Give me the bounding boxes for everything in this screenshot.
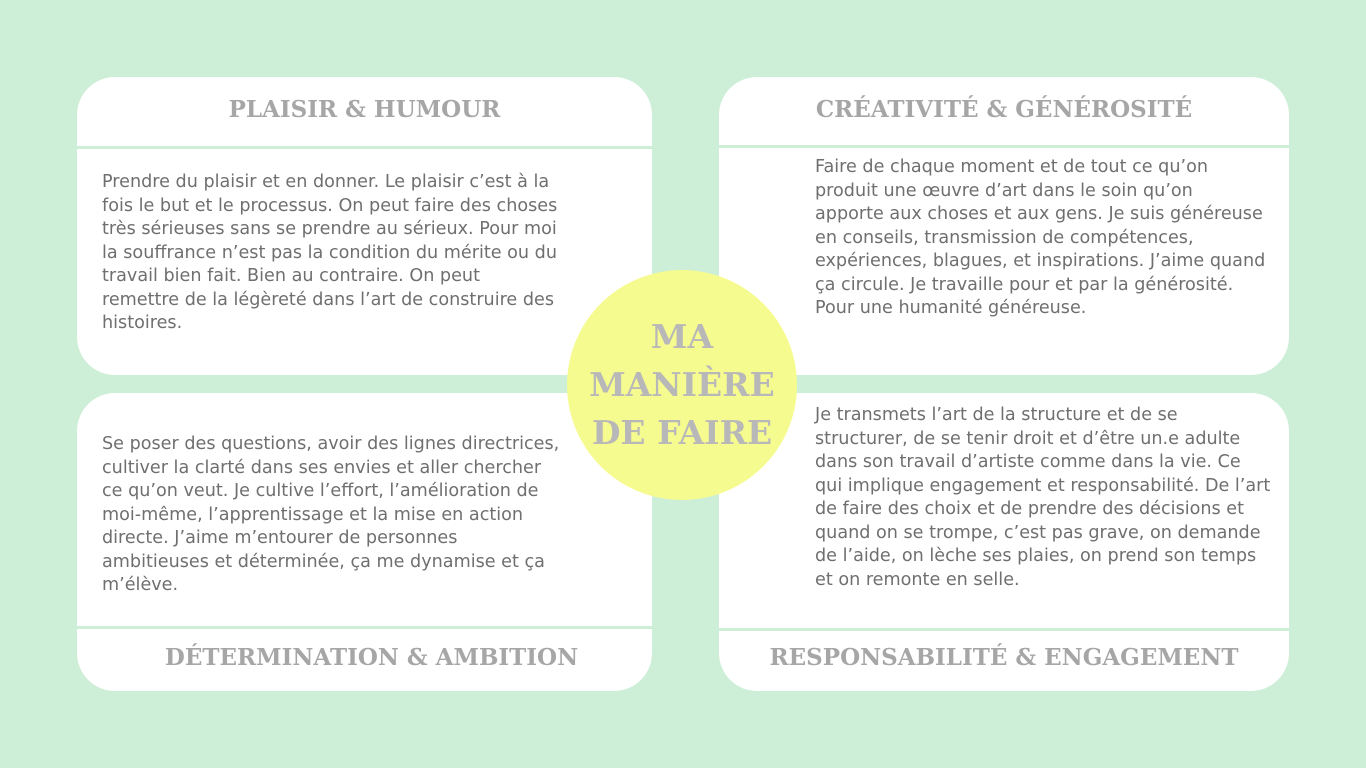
center-circle bbox=[567, 270, 797, 500]
center-title-line: MA bbox=[650, 317, 714, 356]
center-title-line: MANIÈRE bbox=[589, 365, 775, 404]
card-creativite-generosite-body-box bbox=[719, 148, 1289, 375]
card-creativite-generosite-title-box bbox=[719, 77, 1289, 145]
card-title: PLAISIR & HUMOUR bbox=[228, 96, 501, 123]
card-responsabilite-engagement-body-box bbox=[719, 393, 1289, 628]
card-text: Prendre du plaisir et en donner. Le plaisir c’est à la fois le but et le processus. On peut faire des choses très sérieuses sans se prendre au sérieux. Pour moi la souffrance n’est pas la condition du mérite ou du travail bien fait. Bien au contraire. On peut remettre de la légèreté dans l’art de construire des histoires. bbox=[102, 172, 558, 333]
card-plaisir-humour-title-box bbox=[77, 77, 652, 146]
card-text: Se poser des questions, avoir des lignes directrices, cultiver la clarté dans ses envies et aller chercher ce qu’on veut. Je cultive l’effort, l’amélioration de moi-même, l’apprentissage et la mise en action directe. J’aime m’entourer de personnes ambitieuses et déterminée, ça me dynamise et ça m’élève. bbox=[102, 434, 560, 595]
card-plaisir-humour-body-box bbox=[77, 149, 652, 375]
card-determination-ambition-title-box bbox=[77, 629, 652, 691]
card-title: RESPONSABILITÉ & ENGAGEMENT bbox=[769, 644, 1239, 671]
card-text: Je transmets l’art de la structure et de se structurer, de se tenir droit et d’être un.e adulte dans son travail d’artiste comme dans la vie. Ce qui implique engagement et responsabilité. De l’art de faire des choix et de prendre des décisions et quand on se trompe, c’est pas grave, on demande de l’aide, on lèche ses plaies, on prend son temps et on remonte en selle. bbox=[815, 405, 1271, 590]
card-responsabilite-engagement-title-box bbox=[719, 631, 1289, 691]
card-title: CRÉATIVITÉ & GÉNÉROSITÉ bbox=[815, 96, 1193, 123]
card-title: DÉTERMINATION & AMBITION bbox=[164, 644, 579, 671]
card-text: Faire de chaque moment et de tout ce qu’on produit une œuvre d’art dans le soin qu’on apporte aux choses et aux gens. Je suis généreuse en conseils, transmission de compétences, expériences, blagues, et inspirations. J’aime quand ça circule. Je travaille pour et par la générosité. Pour une humanité généreuse. bbox=[815, 157, 1266, 318]
card-determination-ambition-body-box bbox=[77, 393, 652, 626]
center-title-line: DE FAIRE bbox=[591, 413, 773, 452]
